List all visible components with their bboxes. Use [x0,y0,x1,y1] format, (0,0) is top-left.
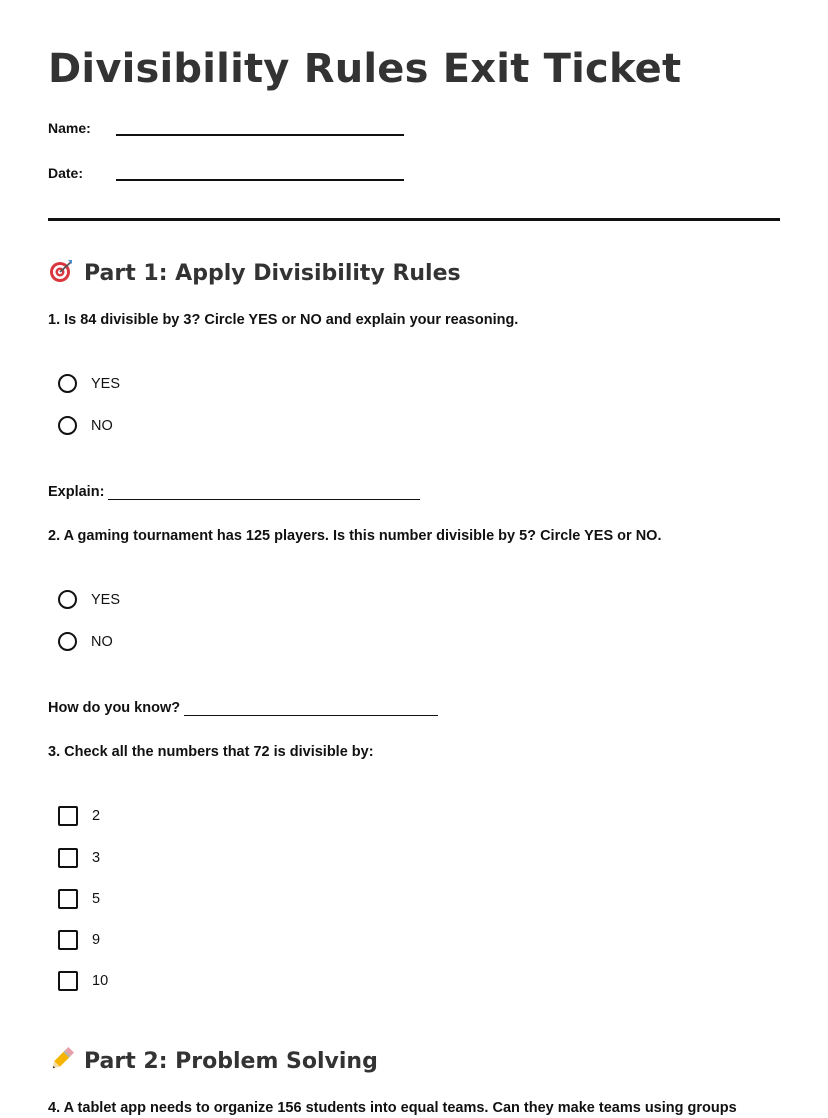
option-label: NO [91,417,113,434]
checkbox[interactable] [58,889,78,909]
name-field [48,118,404,136]
option-label: YES [91,591,121,608]
radio-button[interactable] [58,590,77,609]
q3-option-10[interactable] [58,971,108,991]
q1-explain [48,484,420,500]
part1-heading [48,258,461,289]
checkbox[interactable] [58,971,78,991]
target-icon [48,258,76,289]
part1-title: Part 1: Apply Divisibility Rules [84,261,461,286]
checkbox[interactable] [58,930,78,950]
date-line[interactable] [116,163,404,181]
how-label: How do you know? [48,700,181,716]
q3-option-3[interactable] [58,848,100,868]
radio-button[interactable] [58,632,77,651]
q2-explain [48,700,438,716]
radio-button[interactable] [58,416,77,435]
q2-option-yes[interactable] [58,590,120,609]
q1-option-no[interactable] [58,416,113,435]
question-4: 4. A tablet app needs to organize 156 students into equal teams. Can they make teams using groups [48,1100,737,1116]
page-title: Divisibility Rules Exit Ticket [48,46,682,92]
option-label: 10 [92,973,109,989]
option-label: 3 [92,850,101,866]
part2-title: Part 2: Problem Solving [84,1049,378,1074]
q3-option-2[interactable] [58,806,100,826]
pencil-icon [48,1045,76,1078]
q3-option-5[interactable] [58,889,100,909]
q1-option-yes[interactable] [58,374,120,393]
option-label: 2 [92,808,101,824]
name-label: Name: [48,120,91,136]
date-label: Date: [48,165,84,181]
option-label: 9 [92,932,101,948]
checkbox[interactable] [58,848,78,868]
checkbox[interactable] [58,806,78,826]
question-1: 1. Is 84 divisible by 3? Circle YES or NO and explain your reasoning. [48,312,519,328]
question-3: 3. Check all the numbers that 72 is divisible by: [48,744,374,760]
option-label: 5 [92,891,101,907]
how-blank[interactable] [184,703,438,716]
date-field [48,163,404,181]
part2-heading [48,1045,378,1078]
option-label: YES [91,375,121,392]
question-2: 2. A gaming tournament has 125 players. Is this number divisible by 5? Circle YES or NO. [48,528,662,544]
name-line[interactable] [116,118,404,136]
q2-option-no[interactable] [58,632,113,651]
radio-button[interactable] [58,374,77,393]
explain-blank[interactable] [108,487,420,500]
header-divider [48,218,780,221]
option-label: NO [91,633,113,650]
explain-label: Explain: [48,484,105,500]
q3-option-9[interactable] [58,930,100,950]
